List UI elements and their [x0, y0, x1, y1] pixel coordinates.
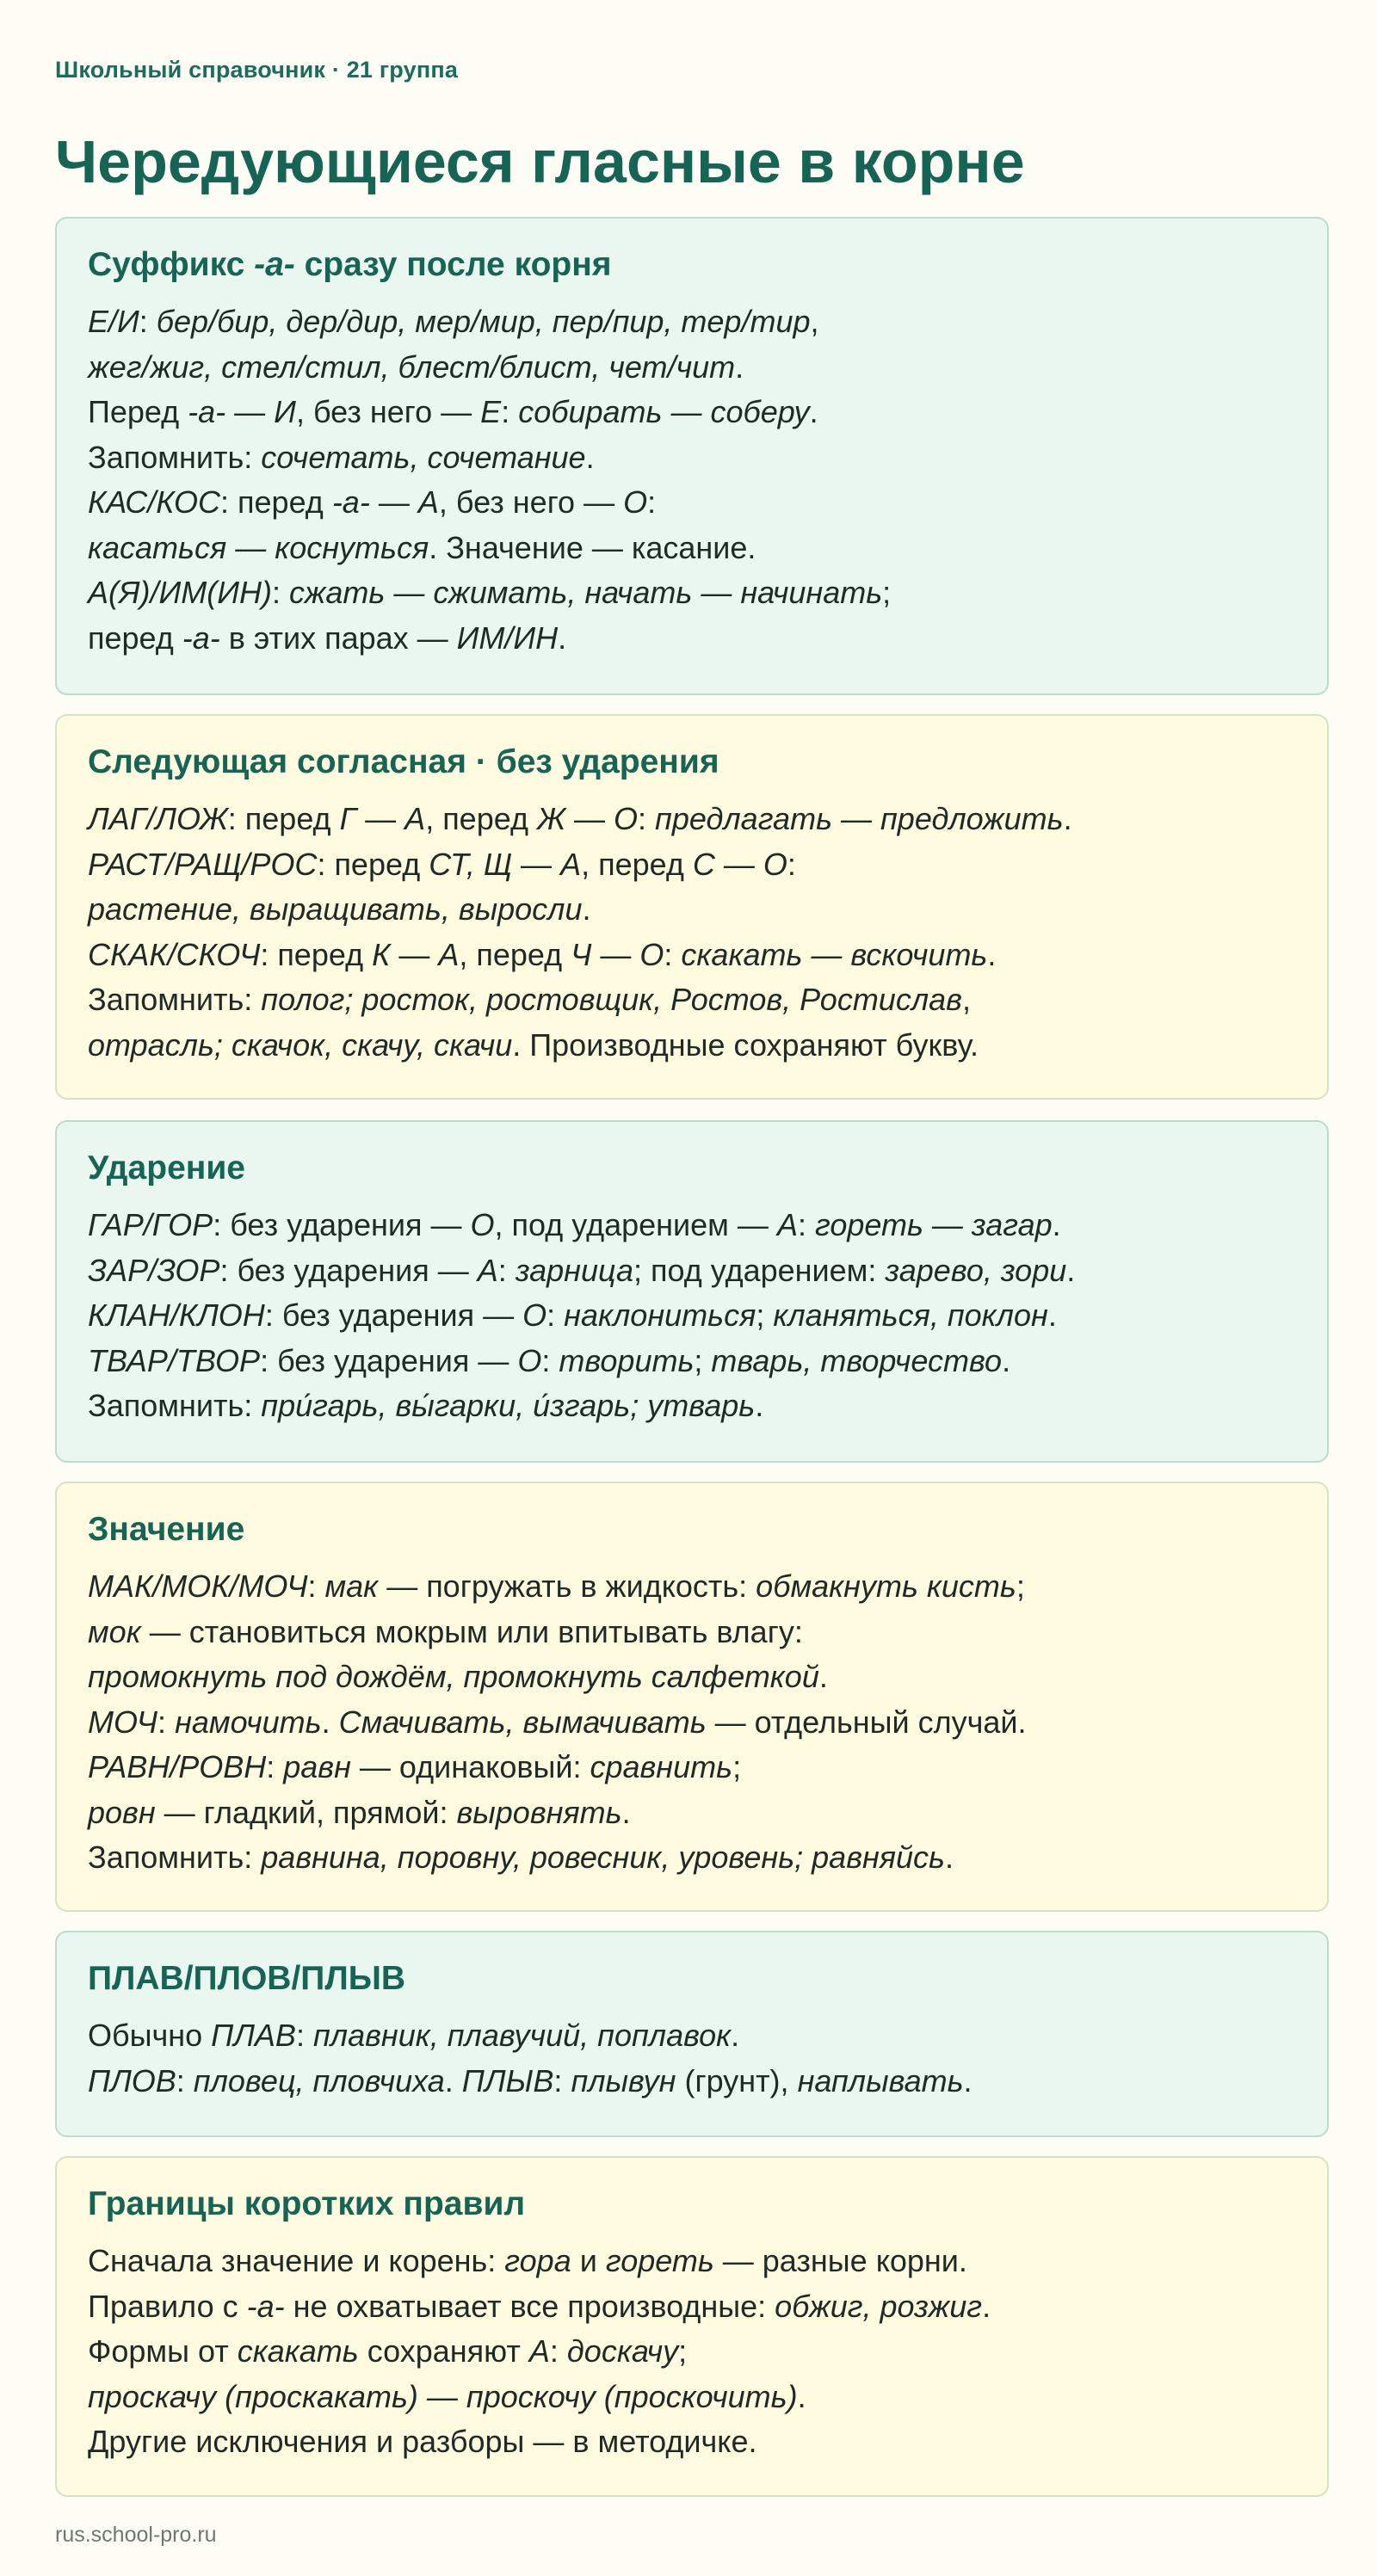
card-title: Следующая согласная · без ударения — [88, 743, 719, 780]
card-line: СКАК/СКОЧ: перед К — А, перед Ч — О: скакать — вскочить. — [88, 936, 997, 972]
card-title: Значение — [88, 1511, 245, 1548]
rule-card-suffix-a — [55, 217, 1329, 695]
card-line: Запомнить: полог; росток, ростовщик, Ростов, Ростислав, — [88, 982, 971, 1017]
card-line: проскачу (проскакать) — проскочу (проскочить). — [88, 2378, 806, 2414]
card-line: Запомнить: равнина, поровну, ровесник, уровень; равняйсь. — [88, 1840, 954, 1875]
card-line: КЛАН/КЛОН: без ударения — О: наклониться; кланяться, поклон. — [88, 1297, 1057, 1333]
card-line: Правило с -а- не охватывает все производные: обжиг, розжиг. — [88, 2288, 991, 2324]
card-title: Ударение — [88, 1149, 245, 1186]
card-line: отрасль; скачок, скачу, скачи. Производные сохраняют букву. — [88, 1026, 979, 1063]
rule-card-meaning — [55, 1482, 1329, 1912]
card-line: Запомнить: сочетать, сочетание. — [88, 439, 595, 475]
card-line: Обычно ПЛАВ: плавник, плавучий, поплавок. — [88, 2018, 740, 2053]
card-line: растение, выращивать, выросли. — [88, 891, 591, 927]
card-title: ПЛАВ/ПЛОВ/ПЛЫВ — [88, 1960, 406, 1997]
card-line: А(Я)/ИМ(ИН): сжать — сжимать, начать — начинать; — [88, 575, 892, 610]
card-line: касаться — коснуться. Значение — касание. — [88, 529, 756, 565]
card-line: мок — становиться мокрым или впитывать влагу: — [88, 1613, 803, 1649]
card-line: ЛАГ/ЛОЖ: перед Г — А, перед Ж — О: предлагать — предложить. — [88, 801, 1072, 836]
card-line: РАВН/РОВН: равн — одинаковый: сравнить; — [88, 1749, 742, 1784]
card-title: Границы коротких правил — [88, 2185, 526, 2222]
card-line: Перед -а- — И, без него — Е: собирать — соберу. — [88, 394, 818, 429]
card-line: Запомнить: при́гарь, вы́гарки, и́згарь; утварь. — [88, 1388, 764, 1423]
card-line: РАСТ/РАЩ/РОС: перед СТ, Щ — А, перед С — О: — [88, 846, 796, 882]
card-line: Е/И: бер/бир, дер/дир, мер/мир, пер/пир, тер/тир, — [88, 304, 819, 339]
rule-card-next-consonant — [55, 714, 1329, 1100]
card-line: МАК/МОК/МОЧ: мак — погружать в жидкость: обмакнуть кисть; — [88, 1568, 1025, 1604]
card-line: ровн — гладкий, прямой: выровнять. — [88, 1794, 631, 1830]
card-line: ЗАР/ЗОР: без ударения — А: зарница; под ударением: зарево, зори. — [88, 1252, 1076, 1288]
card-line: Сначала значение и корень: гора и гореть — разные корни. — [88, 2243, 967, 2278]
card-line: ПЛОВ: пловец, пловчиха. ПЛЫВ: плывун (грунт), наплывать. — [88, 2062, 973, 2098]
card-line: Формы от скакать сохраняют А: доскачу; — [88, 2333, 688, 2369]
rule-card-stress — [55, 1120, 1329, 1463]
rule-card-limits — [55, 2156, 1329, 2497]
eyebrow-label: Школьный справочник · 21 группа — [55, 57, 459, 83]
card-line: Другие исключения и разборы — в методичке. — [88, 2424, 757, 2459]
footer-url: rus.school-pro.ru — [55, 2523, 217, 2547]
page-title: Чередующиеся гласные в корне — [55, 128, 1025, 195]
card-line: ТВАР/ТВОР: без ударения — О: творить; тварь, творчество. — [88, 1342, 1011, 1378]
card-line: жег/жиг, стел/стил, блест/блист, чет/чит. — [88, 348, 744, 385]
card-line: ГАР/ГОР: без ударения — О, под ударением — А: гореть — загар. — [88, 1207, 1061, 1242]
card-title: Суффикс -а- сразу после корня — [88, 246, 612, 283]
card-line: промокнуть под дождём, промокнуть салфеткой. — [88, 1659, 828, 1694]
card-line: КАС/КОС: перед -а- — А, без него — О: — [88, 484, 657, 520]
card-line: МОЧ: намочить. Смачивать, вымачивать — отдельный случай. — [88, 1704, 1027, 1740]
card-line: перед -а- в этих парах — ИМ/ИН. — [88, 619, 567, 656]
rule-card-plav — [55, 1931, 1329, 2137]
